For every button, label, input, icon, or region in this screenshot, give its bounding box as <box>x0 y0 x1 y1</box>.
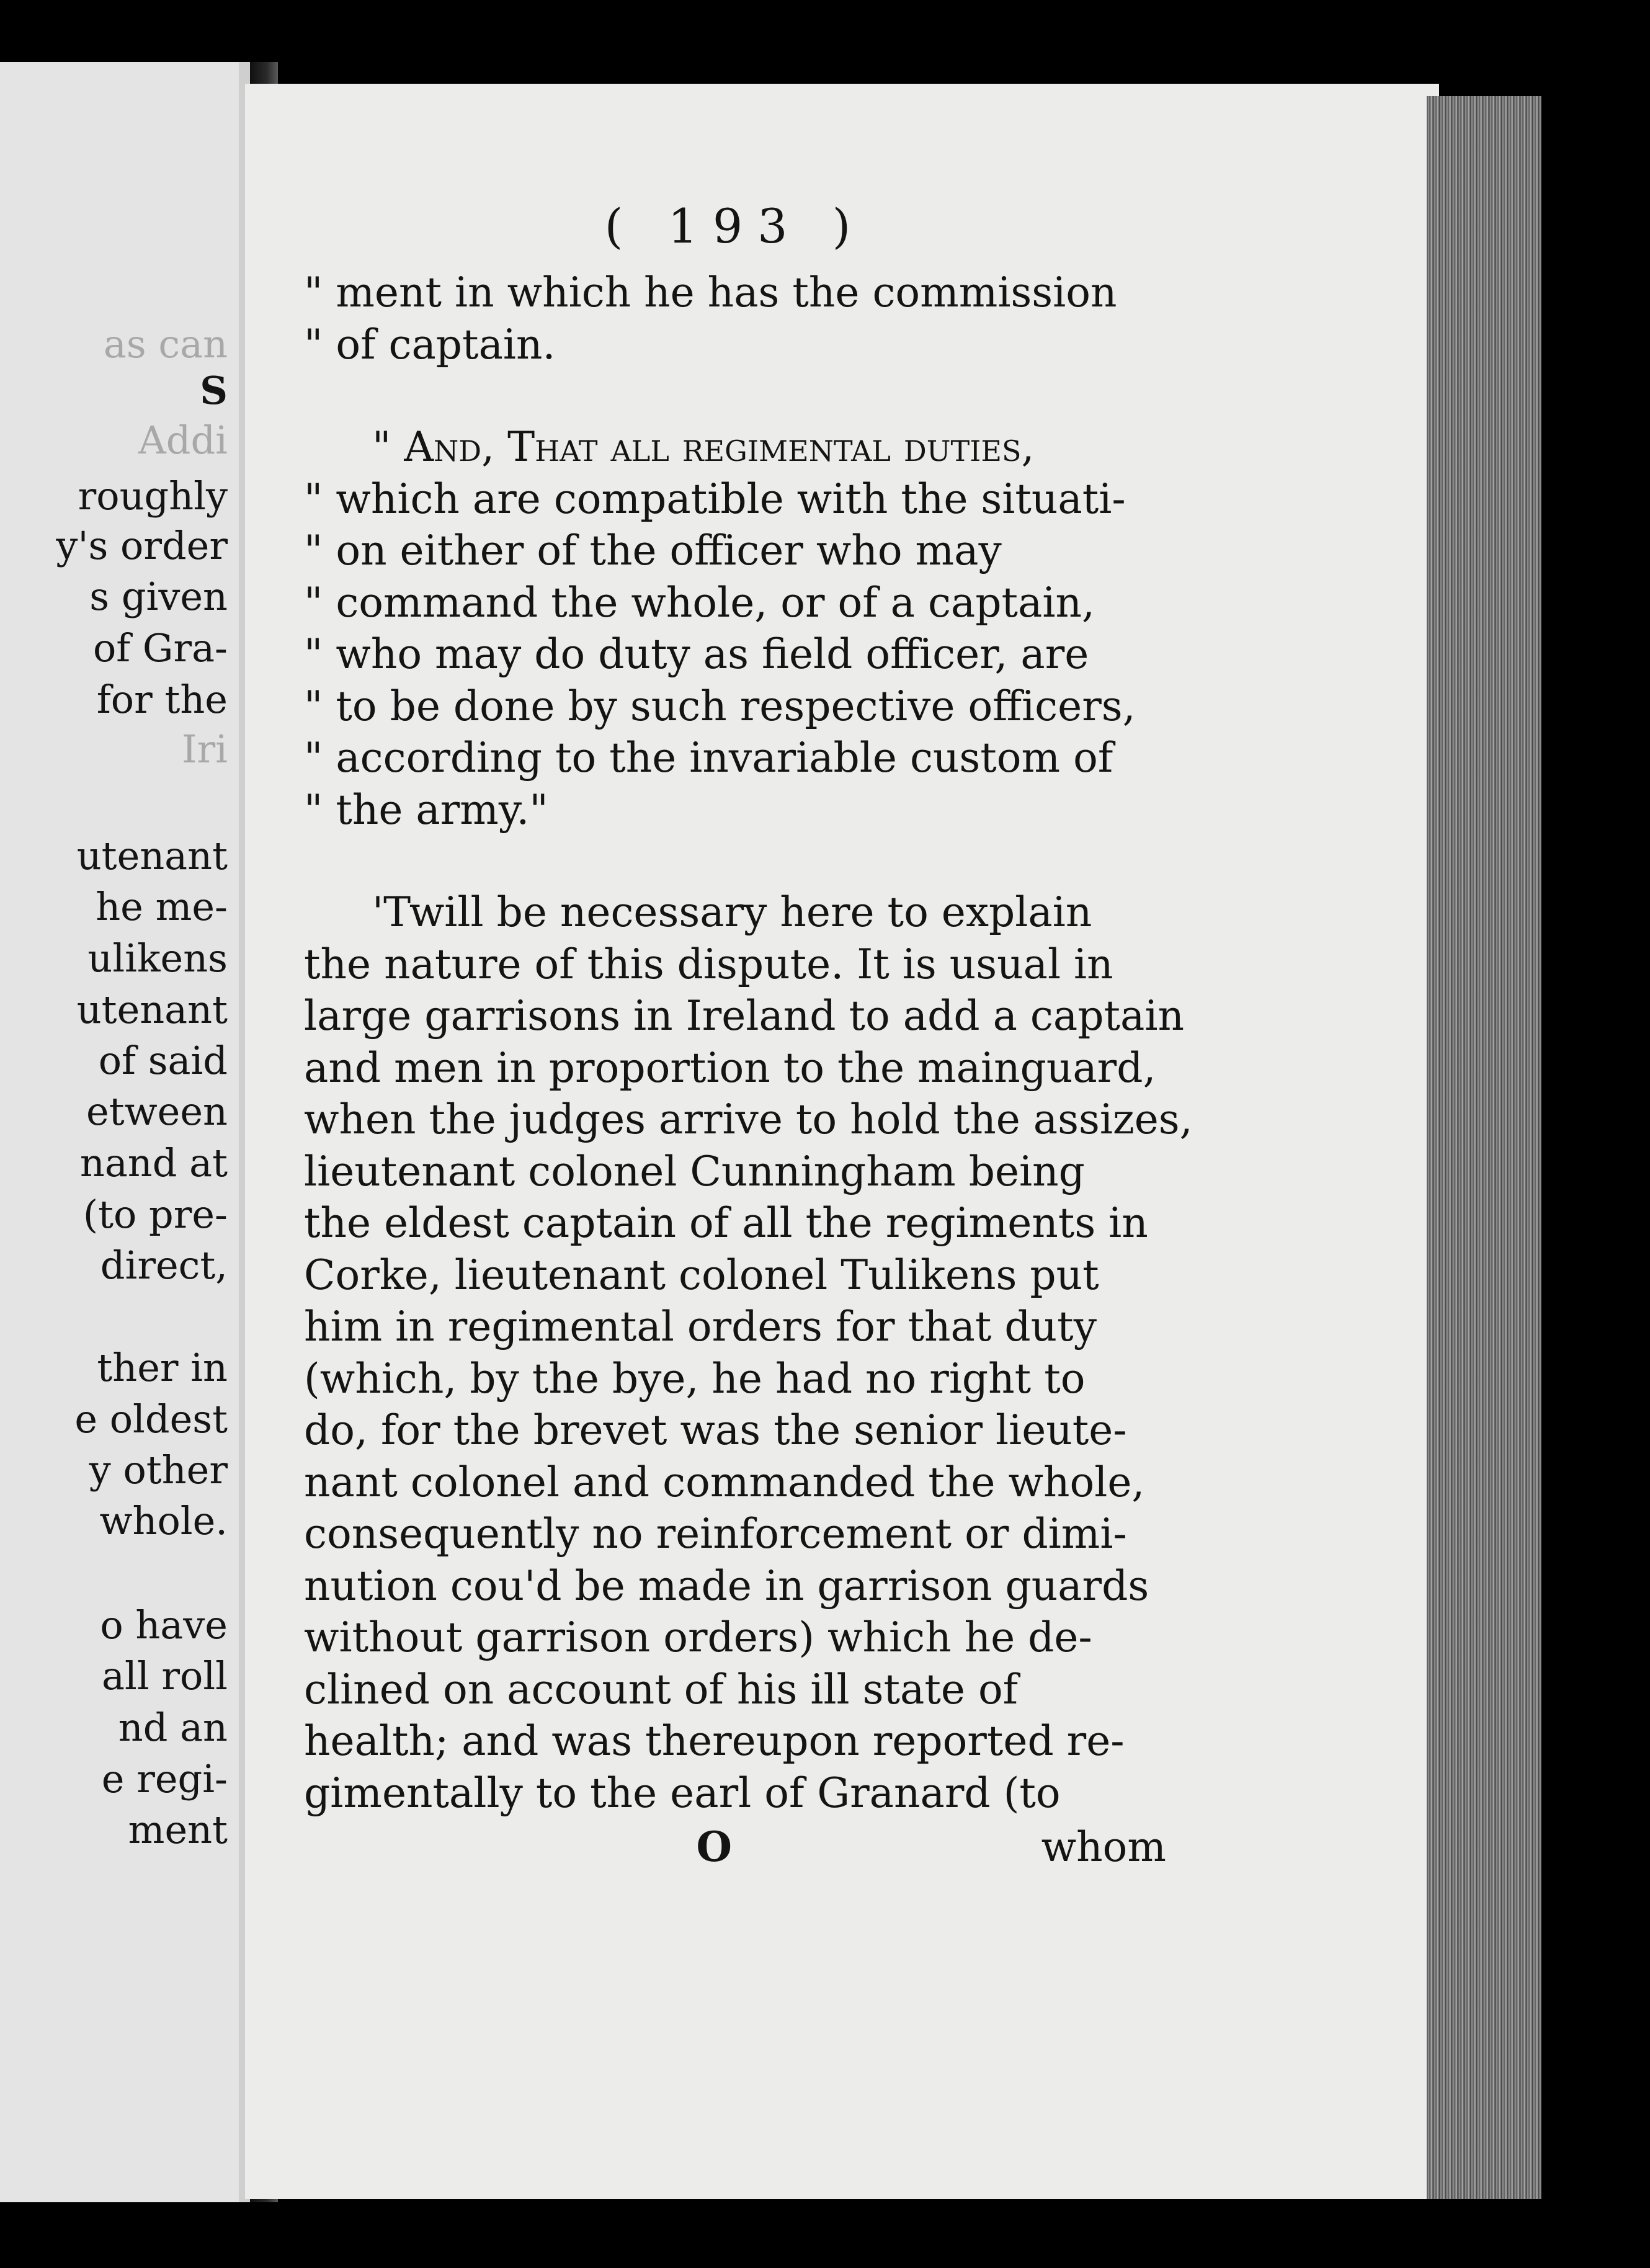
page-edge <box>1427 96 1541 2199</box>
text-line: " of captain. <box>304 320 556 368</box>
text-line: the eldest captain of all the regiments in <box>304 1199 1148 1247</box>
text-line: and men in proportion to the mainguard, <box>304 1043 1156 1092</box>
page-footer <box>304 1821 1166 1873</box>
text-line: " command the whole, or of a captain, <box>304 578 1095 627</box>
text-line: health; and was thereupon reported re- <box>304 1717 1125 1765</box>
left-fragment: whole. <box>99 1498 228 1543</box>
left-fragment: e regi- <box>101 1756 228 1801</box>
left-fragment: as can <box>103 321 228 367</box>
text-line: " which are compatible with the situati- <box>304 475 1126 523</box>
left-fragment: y other <box>89 1447 228 1493</box>
left-fragment: Addi <box>138 417 228 463</box>
text-line: " to be done by such respective officers, <box>304 682 1136 730</box>
text-line: " according to the invariable custom of <box>304 734 1113 782</box>
left-fragment: S <box>200 368 228 413</box>
text-line: without garrison orders) which he de- <box>304 1614 1092 1661</box>
text-line: consequently no reinforcement or dimi- <box>304 1510 1127 1558</box>
left-fragment: utenant <box>76 987 228 1032</box>
text-line: him in regimental orders for that duty <box>304 1303 1097 1351</box>
left-fragment: nand at <box>79 1140 228 1185</box>
text-line: " ment in which he has the commission <box>304 269 1117 316</box>
page-text <box>304 192 1193 1873</box>
left-fragment: for the <box>96 677 228 722</box>
text-line: clined on account of his ill state of <box>304 1665 1019 1713</box>
left-page <box>0 62 250 2202</box>
left-fragment: o have <box>100 1602 228 1648</box>
left-fragment: ment <box>128 1807 228 1852</box>
text-line: large garrisons in Ireland to add a captain <box>304 992 1184 1040</box>
left-fragment: e oldest <box>74 1396 228 1442</box>
text-line: gimentally to the earl of Granard (to <box>304 1769 1061 1817</box>
left-fragment: etween <box>86 1089 228 1134</box>
text-line: the nature of this dispute. It is usual in <box>304 940 1113 988</box>
left-fragment: nd an <box>118 1705 228 1750</box>
text-line: lieutenant colonel Cunningham being <box>304 1147 1085 1195</box>
signature-mark: O <box>696 1823 732 1871</box>
left-fragment: direct, <box>100 1243 228 1288</box>
text-line: nant colonel and commanded the whole, <box>304 1458 1145 1506</box>
text-line: " And, That all regimental duties, <box>372 423 1035 471</box>
left-fragment: s given <box>89 574 228 619</box>
left-fragment: (to pre- <box>82 1192 228 1237</box>
text-line: " who may do duty as field officer, are <box>304 630 1089 678</box>
text-line: Corke, lieutenant colonel Tulikens put <box>304 1251 1099 1299</box>
text-line: do, for the brevet was the senior lieute- <box>304 1406 1127 1454</box>
page-number: ( 193 ) <box>604 199 866 254</box>
left-fragment: all roll <box>102 1653 228 1699</box>
text-line: when the judges arrive to hold the assizes, <box>304 1096 1193 1143</box>
text-line: " the army." <box>304 785 548 834</box>
left-fragment: of said <box>98 1038 228 1083</box>
catchword: whom <box>1041 1823 1166 1871</box>
text-line: (which, by the bye, he had no right to <box>304 1354 1086 1403</box>
left-fragment: utenant <box>76 833 228 878</box>
left-fragment: he me- <box>96 884 228 929</box>
left-fragment: of Gra- <box>92 625 228 671</box>
text-line: nution cou'd be made in garrison guards <box>304 1561 1149 1610</box>
left-fragment: ther in <box>97 1345 228 1390</box>
left-fragment: roughly <box>78 473 228 519</box>
text-line: 'Twill be necessary here to explain <box>372 888 1092 936</box>
left-fragment: ulikens <box>87 935 228 981</box>
text-line: " on either of the officer who may <box>304 527 1002 574</box>
left-fragment: y's order <box>56 523 228 568</box>
left-fragment: Iri <box>182 726 228 772</box>
